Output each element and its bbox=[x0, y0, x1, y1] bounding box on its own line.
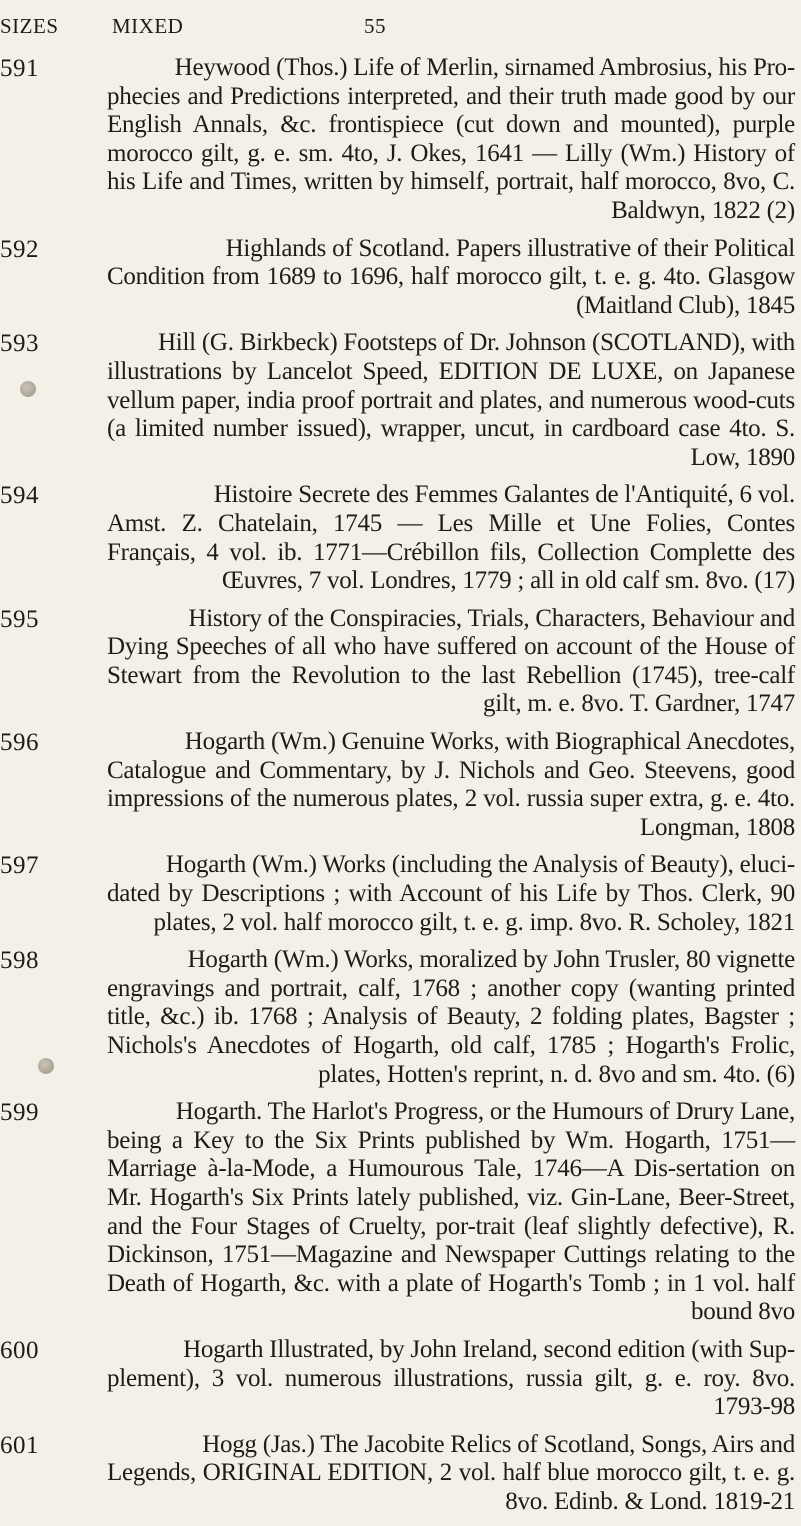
catalogue-entries bbox=[0, 54, 801, 1526]
entry-first-line: Hill (G. Birkbeck) Footsteps of Dr. Johnson (SCOTLAND), with bbox=[157, 329, 795, 357]
entry-text bbox=[77, 1431, 795, 1517]
entry-text bbox=[77, 1336, 795, 1422]
catalogue-entry bbox=[0, 946, 801, 1089]
entry-first-line: Hogarth (Wm.) Works, moralized by John Trusler, 80 vignette bbox=[187, 946, 795, 974]
entry-description: plement), 3 vol. numerous illustrations, russia gilt, g. e. roy. 8vo. 1793-98 bbox=[107, 1364, 795, 1421]
entry-text bbox=[77, 851, 795, 937]
catalogue-entry bbox=[0, 728, 801, 842]
entry-first-line: History of the Conspiracies, Trials, Characters, Behaviour and bbox=[188, 604, 795, 632]
lot-number: 598 bbox=[0, 947, 39, 975]
catalogue-entry bbox=[0, 851, 801, 937]
page-header bbox=[0, 0, 801, 46]
entry-description: Dying Speeches of all who have suffered on account of the House of Stewart from the Revolution to the last Rebellion (1745), tree-calf gilt, m. e. 8vo. T. Gardner, 1747 bbox=[107, 633, 795, 718]
entry-text bbox=[77, 946, 795, 1089]
entry-text bbox=[77, 728, 795, 842]
entry-description: engravings and portrait, calf, 1768 ; another copy (wanting printed title, &c.) ib. 1768 ; Analysis of Beauty, 2 folding plates, Bagster ; Nichols's Anecdotes of Hogarth, old calf, 1785 ; Hogarth's Frolic, plates, Hotten's reprint, n. d. 8vo and sm. 4to. (6) bbox=[107, 974, 795, 1088]
catalogue-entry bbox=[0, 605, 801, 719]
entry-description: illustrations by Lancelot Speed, EDITION DE LUXE, on Japanese vellum paper, india proof portrait and plates, and numerous wood-cuts (a limited number issued), wrapper, uncut, in cardboard case 4to. S. Low, 1890 bbox=[107, 357, 795, 471]
entry-first-line: Hogarth. The Harlot's Progress, or the Humours of Drury Lane, bbox=[175, 1098, 795, 1126]
entry-first-line: Hogarth (Wm.) Works (including the Analysis of Beauty), eluci- bbox=[165, 851, 795, 879]
lot-number: 594 bbox=[0, 482, 39, 510]
lot-number: 600 bbox=[0, 1336, 39, 1364]
lot-number: 592 bbox=[0, 235, 39, 263]
header-sizes: SIZES bbox=[0, 14, 59, 38]
entry-text bbox=[77, 235, 795, 321]
entry-text bbox=[77, 54, 795, 226]
lot-number: 595 bbox=[0, 605, 39, 633]
entry-first-line: Hogarth Illustrated, by John Ireland, second edition (with Sup- bbox=[183, 1335, 795, 1363]
catalogue-entry bbox=[0, 481, 801, 595]
entry-first-line: Hogarth (Wm.) Genuine Works, with Biographical Anecdotes, bbox=[184, 728, 795, 756]
lot-number: 591 bbox=[0, 55, 39, 82]
entry-description: dated by Descriptions ; with Account of his Life by Thos. Clerk, 90 plates, 2 vol. half morocco gilt, t. e. g. imp. 8vo. R. Scholey, 1821 bbox=[107, 880, 795, 936]
lot-number: 593 bbox=[0, 330, 39, 358]
entry-text bbox=[77, 605, 795, 719]
page-number: 55 bbox=[364, 14, 386, 38]
entry-first-line: Histoire Secrete des Femmes Galantes de l'Antiquité, 6 vol. bbox=[213, 481, 795, 509]
lot-number: 601 bbox=[0, 1431, 39, 1459]
header-mixed: MIXED bbox=[112, 14, 184, 38]
entry-description: Catalogue and Commentary, by J. Nichols and Geo. Steevens, good impressions of the numerous plates, 2 vol. russia super extra, g. e. 4to. Longman, 1808 bbox=[107, 756, 795, 841]
lot-number: 599 bbox=[0, 1099, 39, 1127]
entry-description: Condition from 1689 to 1696, half morocco gilt, t. e. g. 4to. Glasgow (Maitland Club), 1845 bbox=[107, 263, 795, 319]
catalogue-entry bbox=[0, 54, 801, 226]
entry-first-line: Highlands of Scotland. Papers illustrative of their Political bbox=[225, 234, 795, 262]
entry-text bbox=[77, 481, 795, 595]
entry-text bbox=[77, 329, 795, 472]
catalogue-entry bbox=[0, 1431, 801, 1517]
catalogue-entry bbox=[0, 329, 801, 472]
entry-description: Legends, ORIGINAL EDITION, 2 vol. half blue morocco gilt, t. e. g. 8vo. Edinb. & Lond. 1819-21 bbox=[107, 1459, 795, 1515]
entry-description: phecies and Predictions interpreted, and their truth made good by our English Annals, &c. frontispiece (cut down and mounted), purple morocco gilt, g. e. sm. 4to, J. Okes, 1641 — Lilly (Wm.) History of his Life and Times, written by himself, portrait, half morocco, 8vo, C. Baldwyn, 1822 (2) bbox=[107, 82, 795, 224]
entry-description: Amst. Z. Chatelain, 1745 — Les Mille et Une Folies, Contes Français, 4 vol. ib. 1771—Crébillon fils, Collection Complette des Œuvres, 7 vol. Londres, 1779 ; all in old calf sm. 8vo. (17) bbox=[107, 509, 795, 595]
catalogue-entry bbox=[0, 235, 801, 321]
catalogue-entry bbox=[0, 1336, 801, 1422]
lot-number: 596 bbox=[0, 729, 39, 757]
punch-hole-mark bbox=[38, 1058, 54, 1074]
lot-number: 597 bbox=[0, 852, 39, 880]
punch-hole-mark bbox=[20, 381, 36, 397]
entry-first-line: Heywood (Thos.) Life of Merlin, sirnamed Ambrosius, his Pro- bbox=[174, 54, 795, 81]
entry-first-line: Hogg (Jas.) The Jacobite Relics of Scotland, Songs, Airs and bbox=[202, 1430, 795, 1458]
entry-description: being a Key to the Six Prints published by Wm. Hogarth, 1751—Marriage à-la-Mode, a Humourous Tale, 1746—A Dis-sertation on Mr. Hogarth's Six Prints lately published, viz. Gin-Lane, Beer-Street, and the Four Stages of Cruelty, por-trait (leaf slightly defective), R. Dickinson, 1751—Magazine and Newspaper Cuttings relating to the Death of Hogarth, &c. with a plate of Hogarth's Tomb ; in 1 vol. half bound 8vo bbox=[107, 1126, 795, 1326]
catalogue-entry bbox=[0, 1098, 801, 1327]
entry-text bbox=[77, 1098, 795, 1327]
